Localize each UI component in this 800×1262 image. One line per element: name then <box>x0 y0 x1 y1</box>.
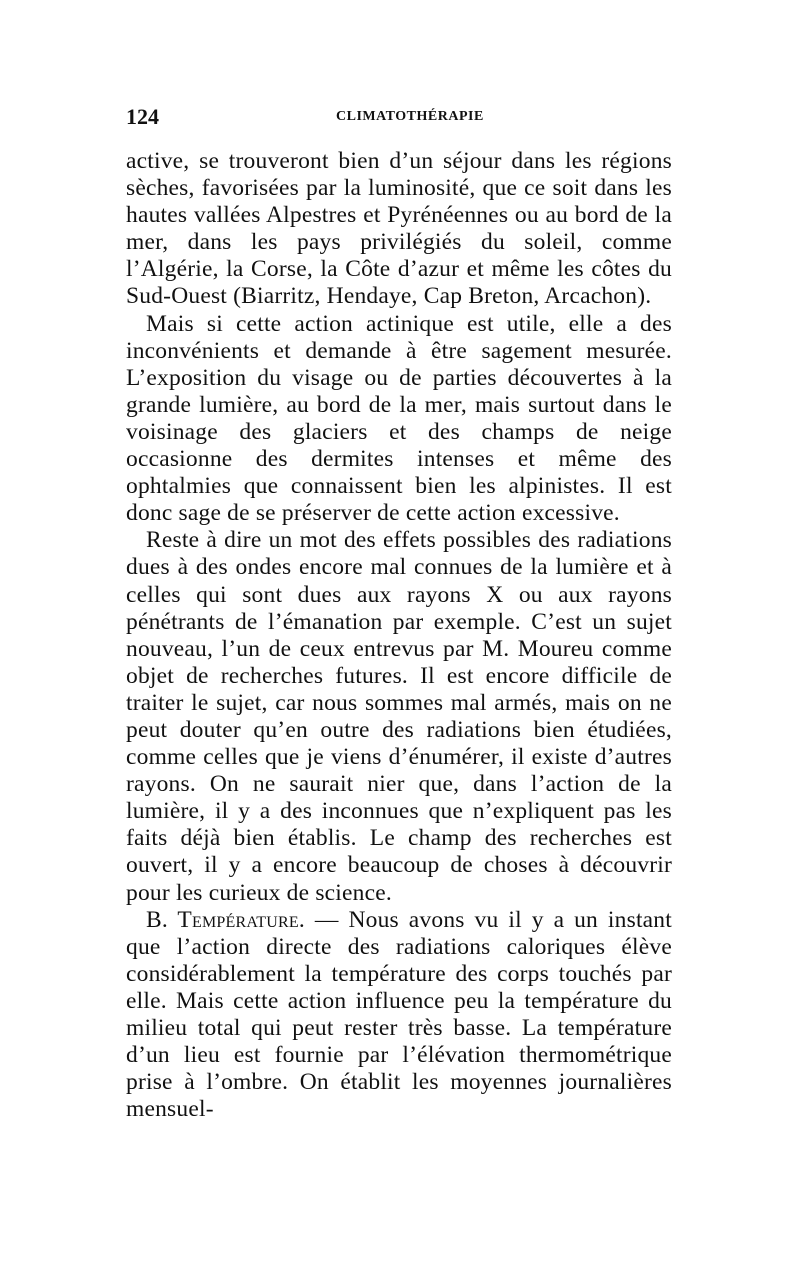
book-page <box>126 104 672 1123</box>
paragraph-1: active, se trouveront bien d’un séjour dans les régions sèches, favorisées par la luminosité, que ce soit dans les hautes vallées Alpestres et Pyrénéennes ou au bord de la mer, dans les pays privilégiés du soleil, comme l’Algérie, la Corse, la Côte d’azur et même les côtes du Sud-Ouest (Biarritz, Hendaye, Cap Breton, Arcachon). <box>126 148 672 310</box>
paragraph-4 <box>126 907 672 1124</box>
paragraph-3: Reste à dire un mot des effets possibles des radiations dues à des ondes encore mal connues de la lumière et à celles qui sont dues aux rayons X ou aux rayons pénétrants de l’émanation par exemple. C’est un sujet nouveau, l’un de ceux entrevus par M. Moureu comme objet de recherches futures. Il est encore difficile de traiter le sujet, car nous sommes mal armés, mais on ne peut douter qu’en outre des radiations bien étudiées, comme celles que je viens d’énumérer, il existe d’autres rayons. On ne saurait nier que, dans l’action de la lumière, il y a des inconnues que n’expliquent pas les faits déjà bien établis. Le champ des recherches est ouvert, il y a encore beaucoup de choses à découvrir pour les curieux de science. <box>126 527 672 906</box>
section-heading: B. Température. <box>146 906 305 933</box>
running-head: CLIMATOTHÉRAPIE <box>336 109 484 124</box>
page-header <box>126 104 672 134</box>
page-number: 124 <box>126 104 159 129</box>
paragraph-2: Mais si cette action actinique est utile, elle a des inconvénients et demande à être sagement mesurée. L’exposition du visage ou de parties découvertes à la grande lumière, au bord de la mer, mais surtout dans le voisinage des glaciers et des champs de neige occasionne des dermites intenses et même des ophtalmies que connaissent bien les alpinistes. Il est donc sage de se préserver de cette action excessive. <box>126 310 672 527</box>
paragraph-4-text: — Nous avons vu il y a un instant que l’action directe des radiations caloriques élève considérablement la température des corps touchés par elle. Mais cette action influence peu la température du milieu total qui peut rester très basse. La température d’un lieu est fournie par l’élévation thermométrique prise à l’ombre. On établit les moyennes journalières mensuel- <box>126 906 672 1123</box>
body-text <box>126 148 672 1123</box>
